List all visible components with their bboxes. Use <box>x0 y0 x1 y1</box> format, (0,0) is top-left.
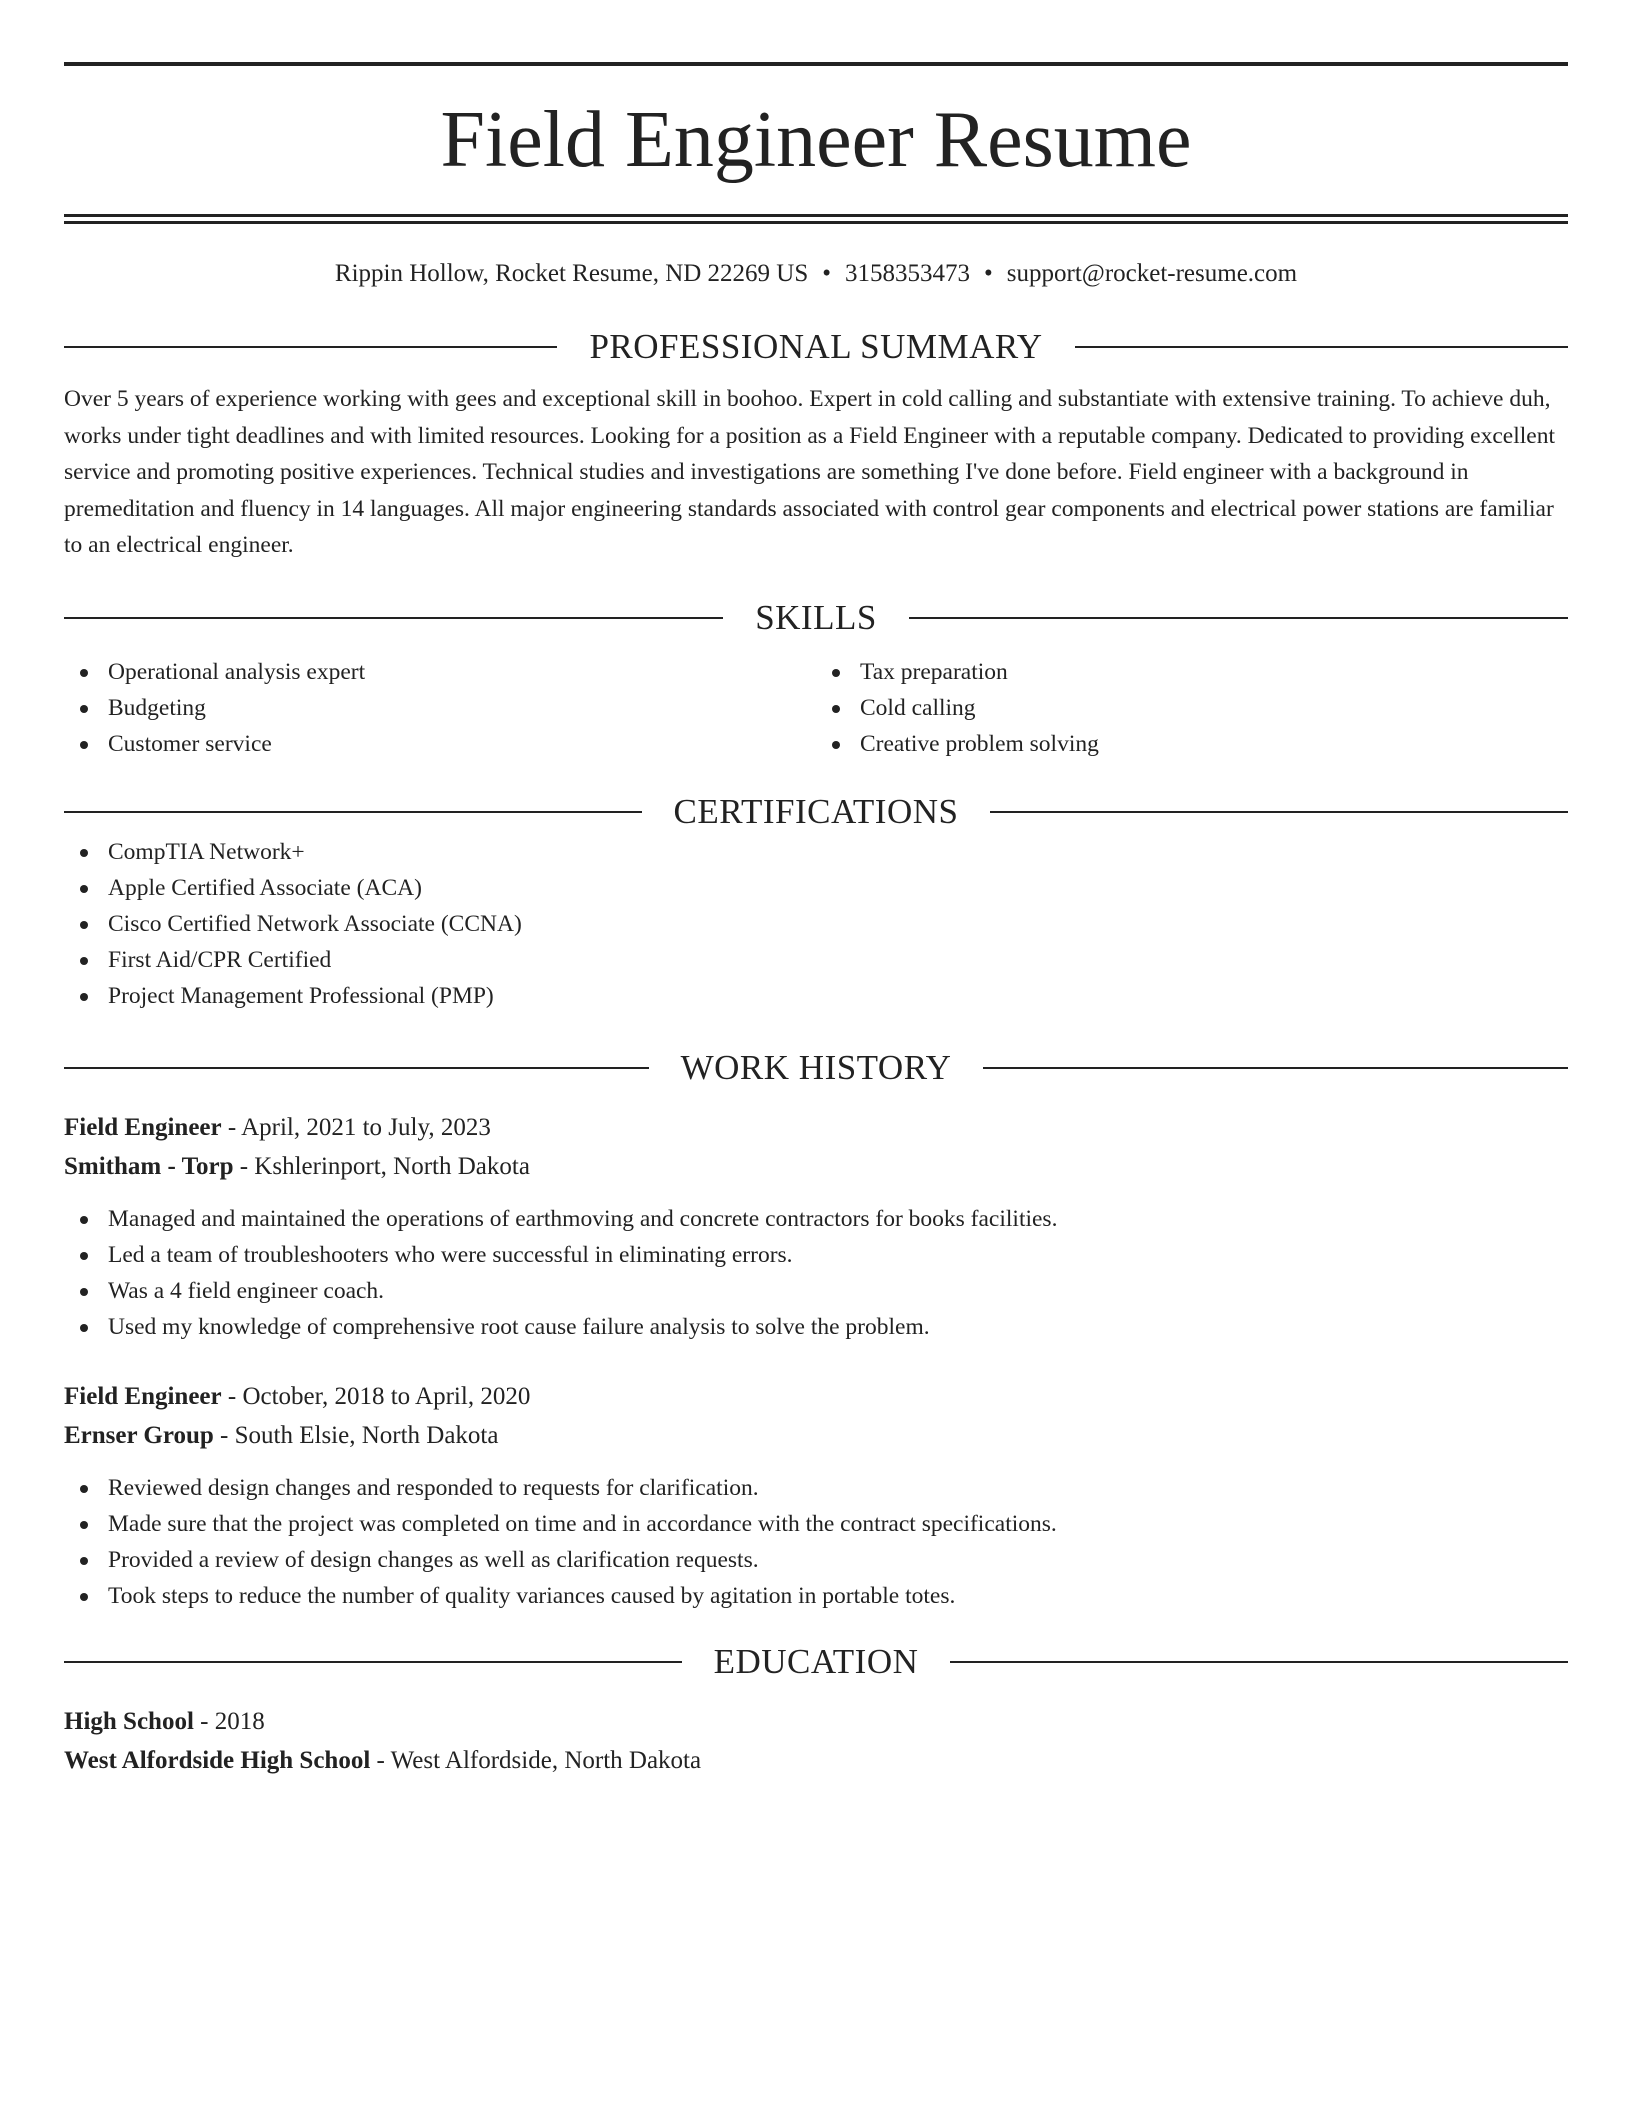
education-school: West Alfordside High School <box>64 1746 371 1774</box>
summary-text: Over 5 years of experience working with gees and exceptional skill in boohoo. Expert in cold calling and substantiate with extensive training. To achieve duh, works under tight deadlines and with limited resources. Looking for a position as a Field Engineer with a reputable company. Dedicated to providing excellent service and promoting positive experiences. Technical studies and investigations are something I've done before. Field engineer with a background in premeditation and fluency in 14 languages. All major engineering standards associated with control gear components and electrical power stations are familiar to an electrical engineer. <box>64 386 1555 558</box>
section-rule <box>64 811 642 813</box>
education-degree: High School <box>64 1707 194 1735</box>
skills-column-right <box>816 654 1568 762</box>
job-bullet: Took steps to reduce the number of quality variances caused by agitation in portable totes. <box>64 1578 1568 1614</box>
job-bullets <box>64 1470 1568 1614</box>
contact-address: Rippin Hollow, Rocket Resume, ND 22269 US <box>334 260 809 287</box>
section-rule <box>983 1067 1568 1069</box>
skill-item: Tax preparation <box>816 654 1568 690</box>
skill-item: Customer service <box>64 726 816 762</box>
job-title: Field Engineer <box>64 1382 222 1410</box>
contact-separator: • <box>984 260 993 287</box>
education-entry <box>64 1702 1568 1780</box>
section-rule <box>909 617 1568 619</box>
job-company: Smitham - Torp <box>64 1152 234 1180</box>
job-entry <box>64 1377 1568 1614</box>
job-title-line <box>64 1377 1568 1416</box>
job-bullets <box>64 1201 1568 1345</box>
job-location: - South Elsie, North Dakota <box>213 1421 499 1449</box>
job-bullet: Led a team of troubleshooters who were successful in eliminating errors. <box>64 1237 1568 1273</box>
job-dates: - October, 2018 to April, 2020 <box>221 1382 531 1410</box>
job-bullet: Reviewed design changes and responded to requests for clarification. <box>64 1470 1568 1506</box>
top-rule <box>64 62 1568 66</box>
title-double-rule <box>64 214 1568 224</box>
summary-heading: PROFESSIONAL SUMMARY <box>589 327 1043 366</box>
job-location: - Kshlerinport, North Dakota <box>233 1152 530 1180</box>
certifications-heading: CERTIFICATIONS <box>673 791 959 831</box>
certifications-list <box>64 834 1568 1014</box>
section-rule <box>990 811 1568 813</box>
job-company: Ernser Group <box>64 1421 214 1449</box>
job-bullet: Was a 4 field engineer coach. <box>64 1273 1568 1309</box>
section-rule <box>950 1661 1568 1663</box>
summary-section-header <box>64 325 1568 369</box>
skills-column-left <box>64 654 816 762</box>
education-school-line <box>64 1741 1568 1780</box>
job-title-line <box>64 1108 1568 1147</box>
work-heading: WORK HISTORY <box>680 1047 952 1087</box>
education-section-header <box>64 1640 1568 1684</box>
education-heading: EDUCATION <box>713 1641 919 1681</box>
certifications-section-header <box>64 790 1568 834</box>
contact-separator: • <box>822 260 832 287</box>
resume-page <box>64 62 1568 1780</box>
job-bullet: Used my knowledge of comprehensive root cause failure analysis to solve the problem. <box>64 1309 1568 1345</box>
section-rule <box>64 1067 649 1069</box>
job-bullet: Made sure that the project was completed on time and in accordance with the contract specifications. <box>64 1506 1568 1542</box>
job-dates: - April, 2021 to July, 2023 <box>221 1113 491 1141</box>
contact-line <box>64 257 1568 291</box>
education-year: - 2018 <box>193 1707 265 1735</box>
section-rule <box>64 617 723 619</box>
certification-item: Cisco Certified Network Associate (CCNA) <box>64 906 1568 942</box>
contact-email: support@rocket-resume.com <box>1006 260 1298 287</box>
education-location: - West Alfordside, North Dakota <box>370 1746 702 1774</box>
skill-item: Cold calling <box>816 690 1568 726</box>
job-bullet: Provided a review of design changes as well as clarification requests. <box>64 1542 1568 1578</box>
section-rule <box>64 346 557 348</box>
skill-item: Creative problem solving <box>816 726 1568 762</box>
skills-list <box>64 654 1568 762</box>
skill-item: Budgeting <box>64 690 816 726</box>
contact-phone: 3158353473 <box>845 260 971 287</box>
certification-item: Project Management Professional (PMP) <box>64 978 1568 1014</box>
certification-item: Apple Certified Associate (ACA) <box>64 870 1568 906</box>
page-title: Field Engineer Resume <box>440 96 1192 184</box>
section-rule <box>1075 346 1568 348</box>
work-section-header <box>64 1046 1568 1090</box>
job-company-line <box>64 1416 1568 1455</box>
job-title: Field Engineer <box>64 1113 222 1141</box>
skill-item: Operational analysis expert <box>64 654 816 690</box>
job-entry <box>64 1108 1568 1345</box>
certification-item: CompTIA Network+ <box>64 834 1568 870</box>
job-bullet: Managed and maintained the operations of earthmoving and concrete contractors for books facilities. <box>64 1201 1568 1237</box>
skills-section-header <box>64 596 1568 640</box>
job-company-line <box>64 1147 1568 1186</box>
certification-item: First Aid/CPR Certified <box>64 942 1568 978</box>
education-degree-line <box>64 1702 1568 1741</box>
section-rule <box>64 1661 682 1663</box>
skills-heading: SKILLS <box>755 597 877 637</box>
